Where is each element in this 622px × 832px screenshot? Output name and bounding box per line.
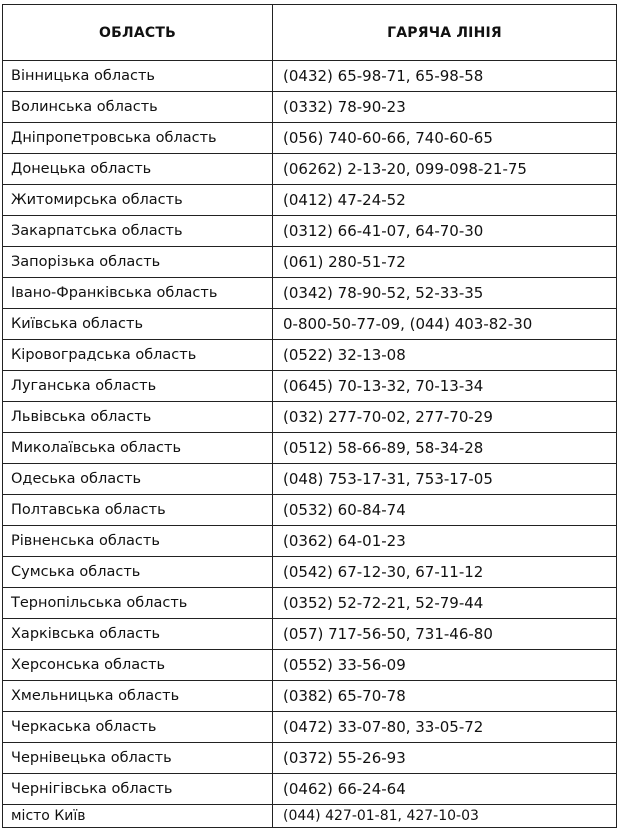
table-row [3,650,617,681]
region-cell: Черкаська область [3,712,273,743]
region-cell: Рівненська область [3,526,273,557]
hotline-phone-cell: (0352) 52-72-21, 52-79-44 [273,588,617,619]
region-cell: Житомирська область [3,185,273,216]
column-header-hotline: ГАРЯЧА ЛІНІЯ [273,5,617,61]
hotline-phone-cell: (0512) 58-66-89, 58-34-28 [273,433,617,464]
table-row [3,123,617,154]
region-cell: Чернігівська область [3,774,273,805]
table-row [3,588,617,619]
table-row [3,805,617,828]
table-row [3,619,617,650]
hotline-phone-cell: (0542) 67-12-30, 67-11-12 [273,557,617,588]
hotline-phone-cell: (0332) 78-90-23 [273,92,617,123]
table-row [3,154,617,185]
table-row [3,681,617,712]
table-row [3,712,617,743]
hotline-phone-cell: (0645) 70-13-32, 70-13-34 [273,371,617,402]
hotline-phone-cell: (057) 717-56-50, 731-46-80 [273,619,617,650]
hotline-phone-cell: (0342) 78-90-52, 52-33-35 [273,278,617,309]
table-row [3,557,617,588]
region-cell: Полтавська область [3,495,273,526]
region-cell: Донецька область [3,154,273,185]
region-cell: Вінницька область [3,61,273,92]
region-cell: Тернопільська область [3,588,273,619]
region-cell: Харківська область [3,619,273,650]
hotline-phone-cell: (056) 740-60-66, 740-60-65 [273,123,617,154]
hotline-table [2,4,617,828]
table-row [3,526,617,557]
hotline-phone-cell: (032) 277-70-02, 277-70-29 [273,402,617,433]
table-row [3,216,617,247]
table-row [3,371,617,402]
table-row [3,92,617,123]
hotline-phone-cell: (0382) 65-70-78 [273,681,617,712]
hotline-phone-cell: (0412) 47-24-52 [273,185,617,216]
region-cell: Луганська область [3,371,273,402]
table-header-row [3,5,617,61]
hotline-phone-cell: (0552) 33-56-09 [273,650,617,681]
hotline-phone-cell: (0472) 33-07-80, 33-05-72 [273,712,617,743]
hotline-phone-cell: (0522) 32-13-08 [273,340,617,371]
region-cell: Сумська область [3,557,273,588]
table-row [3,464,617,495]
column-header-region: ОБЛАСТЬ [3,5,273,61]
table-row [3,278,617,309]
region-cell: місто Київ [3,805,273,828]
region-cell: Волинська область [3,92,273,123]
table-row [3,402,617,433]
table-row [3,495,617,526]
region-cell: Херсонська область [3,650,273,681]
region-cell: Дніпропетровська область [3,123,273,154]
hotline-table-container [2,4,616,828]
hotline-phone-cell: (048) 753-17-31, 753-17-05 [273,464,617,495]
region-cell: Запорізька область [3,247,273,278]
table-row [3,774,617,805]
region-cell: Миколаївська область [3,433,273,464]
region-cell: Львівська область [3,402,273,433]
table-row [3,185,617,216]
table-row [3,309,617,340]
table-row [3,433,617,464]
hotline-phone-cell: (0532) 60-84-74 [273,495,617,526]
hotline-phone-cell: (0432) 65-98-71, 65-98-58 [273,61,617,92]
table-row [3,340,617,371]
hotline-phone-cell: (06262) 2-13-20, 099-098-21-75 [273,154,617,185]
hotline-phone-cell: (0372) 55-26-93 [273,743,617,774]
region-cell: Одеська область [3,464,273,495]
hotline-phone-cell: 0-800-50-77-09, (044) 403-82-30 [273,309,617,340]
table-row [3,61,617,92]
region-cell: Кіровоградська область [3,340,273,371]
table-row [3,247,617,278]
region-cell: Закарпатська область [3,216,273,247]
hotline-phone-cell: (061) 280-51-72 [273,247,617,278]
region-cell: Київська область [3,309,273,340]
hotline-phone-cell: (0362) 64-01-23 [273,526,617,557]
region-cell: Хмельницька область [3,681,273,712]
hotline-phone-cell: (0312) 66-41-07, 64-70-30 [273,216,617,247]
region-cell: Чернівецька область [3,743,273,774]
hotline-phone-cell: (044) 427-01-81, 427-10-03 [273,805,617,828]
table-row [3,743,617,774]
region-cell: Івано-Франківська область [3,278,273,309]
hotline-phone-cell: (0462) 66-24-64 [273,774,617,805]
